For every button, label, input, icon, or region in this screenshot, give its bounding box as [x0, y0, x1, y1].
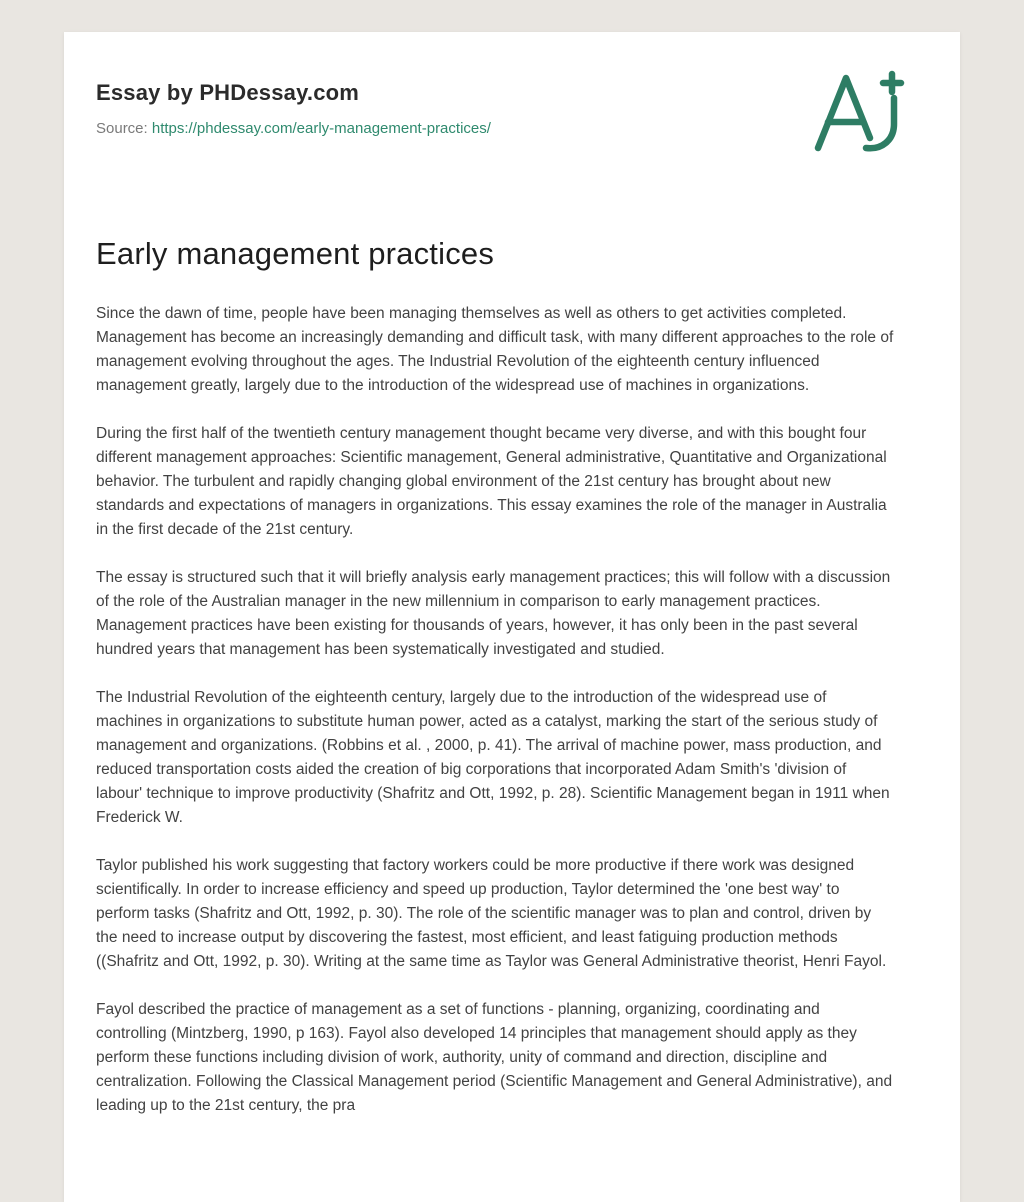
essay-paragraph: The essay is structured such that it will briefly analysis early management practices; this will follow with a discussion of the role of the Australian manager in the new millennium in comparison to early management practices. Management practices have been existing for thousands of years, however, it has only been in the past several hundred years that management has been systematically investigated and studied. [96, 569, 891, 658]
card-header [96, 80, 894, 158]
essay-paragraph: During the first half of the twentieth century management thought became very diverse, and with this bought four different management approaches: Scientific management, General administrative, Quantitative and Organizational behavior. The turbulent and rapidly changing global environment of the 21st century has brought about new standards and expectations of managers in organizations. This essay examines the role of the manager in Australia in the first decade of the 21st century. [96, 425, 887, 538]
essay-body [96, 302, 894, 1118]
phdessay-logo-icon [806, 66, 916, 158]
source-link[interactable]: https://phdessay.com/early-management-practices/ [151, 120, 491, 137]
essay-paragraph: Fayol described the practice of management as a set of functions - planning, organizing, coordinating and controlling (Mintzberg, 1990, p 163). Fayol also developed 14 principles that management should apply as they perform these functions including division of work, authority, unity of command and direction, discipline and centralization. Following the Classical Management period (Scientific Management and General Administrative), and leading up to the 21st century, the pra [96, 1001, 893, 1114]
essay-paragraph: Taylor published his work suggesting that factory workers could be more productive if there work was designed scientifically. In order to increase efficiency and speed up production, Taylor determined the 'one best way' to perform tasks (Shafritz and Ott, 1992, p. 30). The role of the scientific manager was to plan and control, driven by the need to increase output by discovering the fastest, most efficient, and least fatiguing production methods ((Shafritz and Ott, 1992, p. 30). Writing at the same time as Taylor was General Administrative theorist, Henri Fayol. [96, 857, 887, 970]
essay-paragraph: Since the dawn of time, people have been managing themselves as well as others to get activities completed. Management has become an increasingly demanding and difficult task, with many different approaches to the role of management evolving throughout the ages. The Industrial Revolution of the eighteenth century influenced management greatly, largely due to the introduction of the widespread use of machines in organizations. [96, 305, 894, 394]
site-title: Essay by PHDessay.com [96, 80, 360, 105]
essay-paragraph: The Industrial Revolution of the eighteenth century, largely due to the introduction of the widespread use of machines in organizations to substitute human power, acted as a catalyst, marking the start of the serious study of management and organizations. (Robbins et al. , 2000, p. 41). The arrival of machine power, mass production, and reduced transportation costs aided the creation of big corporations that incorporated Adam Smith's 'division of labour' technique to improve productivity (Shafritz and Ott, 1992, p. 28). Scientific Management began in 1911 when Frederick W. [96, 689, 890, 826]
source-line [96, 120, 491, 137]
essay-title: Early management practices [96, 236, 495, 271]
header-text-block [96, 80, 491, 137]
source-label: Source: [96, 120, 148, 137]
essay-card [64, 32, 960, 1202]
